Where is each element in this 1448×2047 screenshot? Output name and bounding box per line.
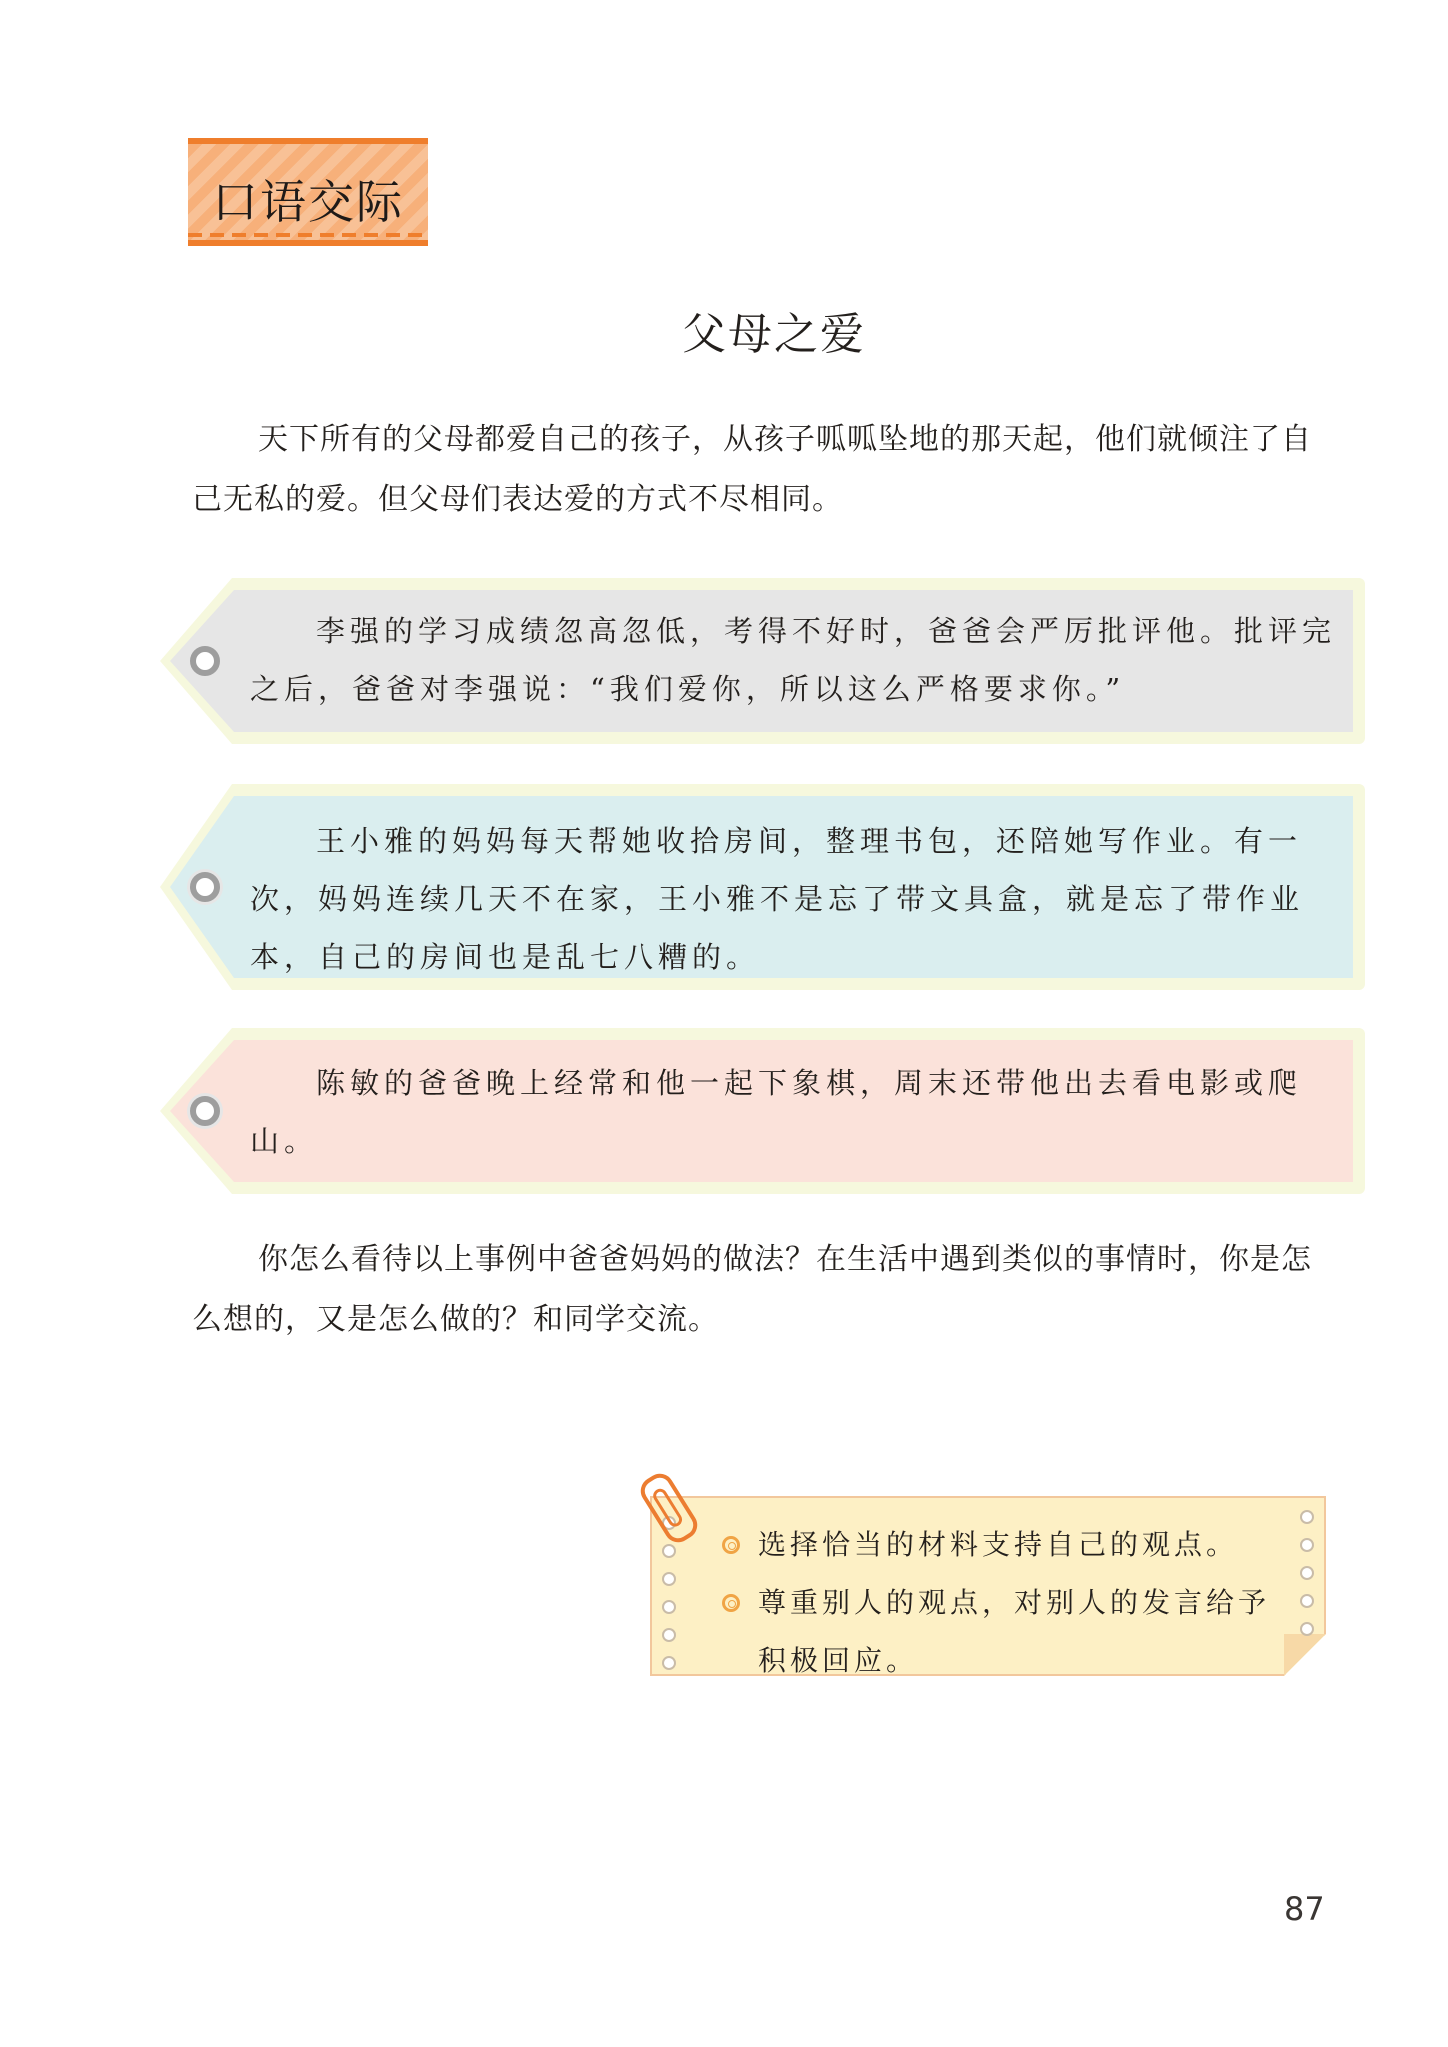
- tip-text: 选择恰当的材料支持自己的观点。: [758, 1528, 1239, 1561]
- example-text: 陈敏的爸爸晚上经常和他一起下象棋，周末还带他出去看电影或爬山。: [250, 1066, 1303, 1158]
- tip-item: [722, 1574, 1282, 1690]
- page-number: 87: [1284, 1890, 1325, 1928]
- tip-item: [722, 1516, 1282, 1574]
- binder-holes-right: [1300, 1510, 1314, 1636]
- example-text: 李强的学习成绩忽高忽低，考得不好时，爸爸会严厉批评他。批评完之后，爸爸对李强说：“我们爱你，所以这么严格要求你。”: [250, 614, 1337, 706]
- intro-paragraph: 天下所有的父母都爱自己的孩子，从孩子呱呱坠地的那天起，他们就倾注了自己无私的爱。但父母们表达爱的方式不尽相同。: [192, 422, 1312, 517]
- example-card-wang-xiaoya: [160, 784, 1365, 990]
- bullet-circle-icon: [722, 1536, 740, 1554]
- tag-hole-icon: [190, 872, 220, 902]
- page-title: 父母之爱: [682, 309, 866, 360]
- example-card-chen-min: [160, 1028, 1365, 1194]
- example-card-li-qiang: [160, 578, 1365, 744]
- note-corner-fold: [1284, 1634, 1326, 1676]
- tag-hole-icon: [190, 1096, 220, 1126]
- section-label: 口语交际: [212, 175, 404, 229]
- discussion-question: 你怎么看待以上事例中爸爸妈妈的做法？在生活中遇到类似的事情时，你是怎么想的，又是怎么做的？和同学交流。: [192, 1242, 1312, 1337]
- tip-text: 尊重别人的观点，对别人的发言给予积极回应。: [758, 1586, 1271, 1677]
- tips-note: [650, 1496, 1326, 1676]
- section-badge: [188, 138, 428, 246]
- bullet-circle-icon: [722, 1594, 740, 1612]
- tag-hole-icon: [190, 646, 220, 676]
- example-text: 王小雅的妈妈每天帮她收拾房间，整理书包，还陪她写作业。有一次，妈妈连续几天不在家，王小雅不是忘了带文具盒，就是忘了带作业本，自己的房间也是乱七八糟的。: [250, 824, 1305, 974]
